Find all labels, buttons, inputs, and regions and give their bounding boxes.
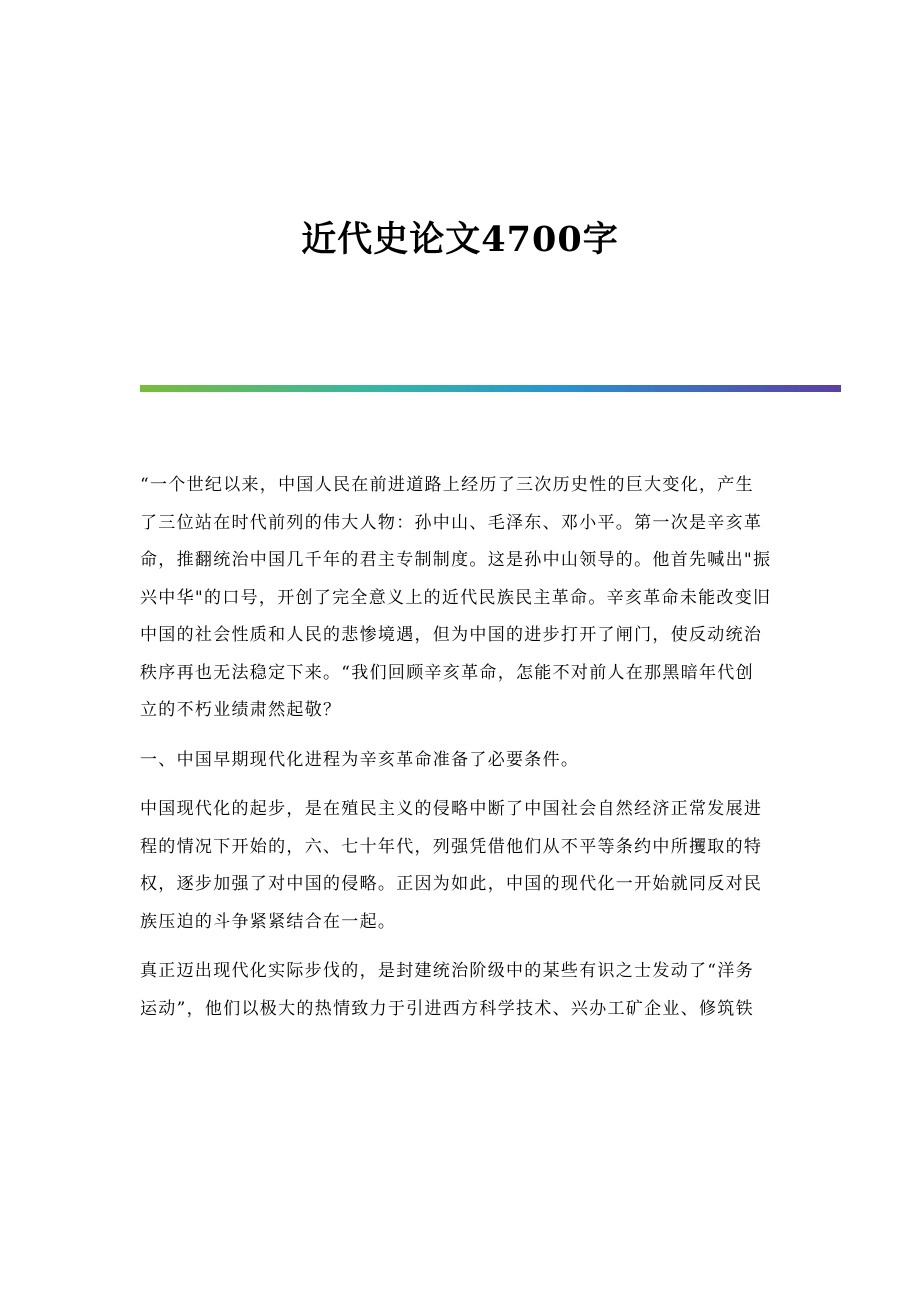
text-line: 运动”，他们以极大的热情致力于引进西方科学技术、兴办工矿企业、修筑铁: [140, 998, 754, 1019]
text-line: “一个世纪以来，中国人民在前进道路上经历了三次历史性的巨大变化，产生: [140, 475, 754, 495]
text-line: 真正迈出现代化实际步伐的，是封建统治阶级中的某些有识之士发动了“洋务: [140, 961, 754, 981]
text-line: 命，推翻统治中国几千年的君主专制制度。这是孙中山领导的。他首先喊出"振: [140, 550, 772, 570]
text-line: 了三位站在时代前列的伟大人物：孙中山、毛泽东、邓小平。第一次是辛亥革: [140, 512, 763, 533]
text-line: 一、中国早期现代化进程为辛亥革命准备了必要条件。: [140, 749, 580, 770]
text-line: 兴中华"的口号，开创了完全意义上的近代民族民主革命。辛亥革命未能改变旧: [140, 587, 772, 608]
text-line: 中国的社会性质和人民的悲惨境遇，但为中国的进步打开了闸门，使反动统治: [140, 625, 763, 645]
document-title: 近代史论文4700字: [301, 219, 619, 260]
text-line: 秩序再也无法稳定下来。“我们回顾辛亥革命，怎能不对前人在那黑暗年代创: [140, 662, 754, 683]
text-line: 程的情况下开始的，六、七十年代，列强凭借他们从不平等条约中所攫取的特: [140, 836, 763, 857]
paragraph-westernization: [140, 953, 780, 1028]
text-line: 权，逐步加强了对中国的侵略。正因为如此，中国的现代化一开始就同反对民: [140, 874, 763, 894]
document-body: [140, 467, 780, 1040]
text-line: 中国现代化的起步，是在殖民主义的侵略中断了中国社会自然经济正常发展进: [140, 799, 763, 819]
text-line: 立的不朽业绩肃然起敬？: [140, 700, 342, 720]
paragraph-modernization: [140, 791, 780, 941]
paragraph-intro: [140, 467, 780, 730]
text-line: 族压迫的斗争紧紧结合在一起。: [140, 911, 397, 932]
section-heading-1: [140, 742, 780, 780]
title-divider: [140, 385, 841, 392]
